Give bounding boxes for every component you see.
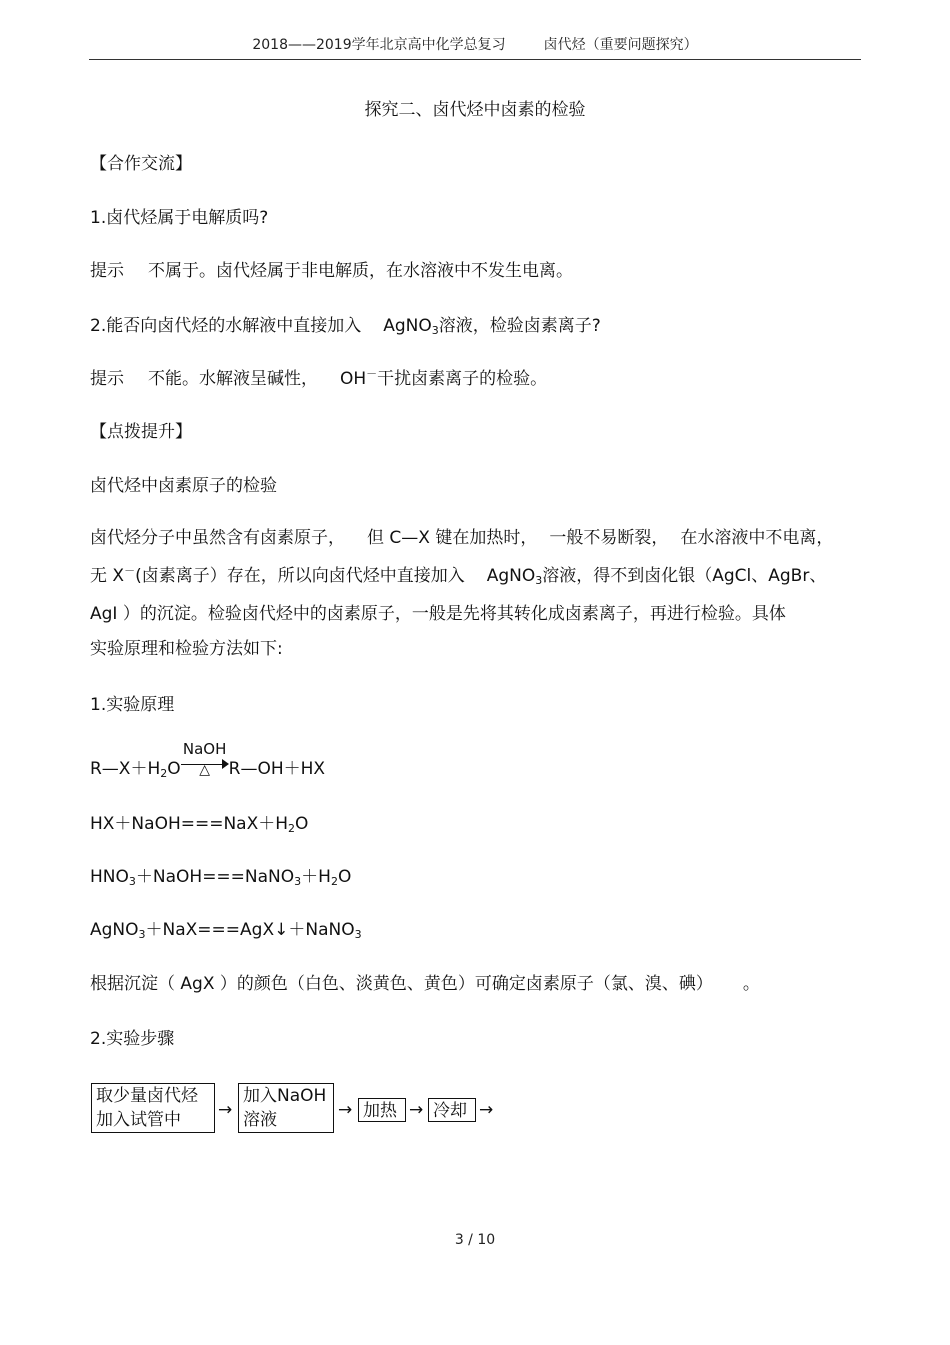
- equation-1: [90, 740, 326, 780]
- hint-label: 提示: [90, 261, 124, 281]
- step-box-cool: 冷却: [428, 1098, 476, 1122]
- color-determination: [90, 976, 760, 993]
- superscript: －: [366, 367, 378, 380]
- para-line-4: 实验原理和检验方法如下:: [90, 639, 283, 659]
- reaction-arrow: [181, 740, 229, 778]
- heading-tips: 【点拨提升】: [90, 422, 192, 442]
- flow-arrow: →: [479, 1100, 494, 1120]
- flow-arrow: →: [218, 1100, 233, 1120]
- principle-title: 1.实验原理: [90, 695, 175, 715]
- eq-seg: R—OH＋HX: [228, 759, 326, 779]
- agno3-formula: AgNO: [383, 316, 432, 336]
- step-box-heat: 加热: [358, 1098, 406, 1122]
- subscript: 2: [160, 767, 168, 780]
- para-line-1: [90, 530, 833, 547]
- eq-seg: O: [295, 814, 309, 834]
- subscript: 3: [128, 875, 136, 888]
- hint-label: 提示: [90, 369, 124, 389]
- para-seg: 在水溶液中不电离，: [680, 528, 834, 548]
- subscript: 2: [288, 822, 296, 835]
- step-box-line: 取少量卤代烃: [96, 1086, 198, 1106]
- eq-seg: R—X＋H: [90, 759, 161, 779]
- equation-3: [90, 869, 351, 886]
- header-topic: 卤代烃（重要问题探究）: [543, 37, 698, 53]
- step-box-sample: [91, 1083, 215, 1133]
- eq-seg: HX＋NaOH===NaX＋H: [90, 814, 289, 834]
- heading-cooperation: 【合作交流】: [90, 154, 192, 174]
- answer-1-text: 不属于。卤代烃属于非电解质，在水溶液中不发生电离。: [148, 261, 573, 281]
- subscript: 3: [431, 324, 439, 337]
- superscript: －: [124, 564, 136, 577]
- flow-arrow: →: [409, 1100, 424, 1120]
- step-box-naoh: [238, 1083, 334, 1133]
- para-seg: AgNO: [486, 566, 536, 586]
- para-seg: (卤素离子）存在，所以向卤代烃中直接加入: [135, 566, 465, 586]
- question-2: [90, 318, 601, 335]
- answer-2-post: 干扰卤素离子的检验。: [377, 369, 548, 389]
- answer-2: [90, 367, 548, 389]
- page-number: 3 / 10: [454, 1232, 496, 1248]
- subscript: 3: [138, 928, 146, 941]
- eq-seg: ＋H: [301, 867, 331, 887]
- para-line-3: AgI ）的沉淀。检验卤代烃中的卤素原子，一般是先将其转化成卤素离子，再进行检验。具体: [90, 604, 786, 624]
- subscript: 2: [330, 875, 338, 888]
- eq-seg: HNO: [90, 867, 129, 887]
- header-course: 2018——2019学年北京高中化学总复习: [252, 37, 506, 53]
- para-seg: 溶液，得不到卤化银（AgCl、AgBr、: [542, 566, 827, 586]
- step-box-line: 加入NaOH: [243, 1086, 327, 1106]
- para-seg: 一般不易断裂，: [549, 528, 669, 548]
- page-header: [0, 38, 950, 52]
- eq-seg: AgNO: [90, 920, 139, 940]
- equation-2: [90, 816, 308, 833]
- condition-heat: △: [199, 762, 211, 778]
- subscript: 3: [535, 574, 543, 587]
- para-line-2: [90, 564, 827, 587]
- eq-seg: ＋NaOH===NaNO: [135, 867, 295, 887]
- step-box-line: 溶液: [243, 1110, 277, 1130]
- condition-reagent: NaOH: [182, 740, 227, 758]
- eq-seg: O: [167, 759, 181, 779]
- para-seg: 但 C—X 键在加热时，: [367, 528, 538, 548]
- question-1: 1.卤代烃属于电解质吗?: [90, 208, 269, 228]
- eq-seg: O: [337, 867, 352, 887]
- question-2-pre: 2.能否向卤代烃的水解液中直接加入: [90, 316, 362, 336]
- subtitle: 卤代烃中卤素原子的检验: [90, 476, 277, 496]
- question-2-post: 溶液，检验卤素离子?: [438, 316, 601, 336]
- color-text: 根据沉淀（ AgX ）的颜色（白色、淡黄色、黄色）可确定卤素原子（氯、溴、碘）: [90, 974, 713, 994]
- eq-seg: ＋NaX===AgX↓＋NaNO: [145, 920, 355, 940]
- section-title: 探究二、卤代烃中卤素的检验: [364, 100, 586, 120]
- equation-4: [90, 922, 362, 939]
- para-seg: 无 X: [90, 566, 125, 586]
- period: 。: [742, 974, 760, 994]
- subscript: 3: [354, 928, 362, 941]
- answer-1: [90, 263, 573, 280]
- step-box-line: 加入试管中: [96, 1110, 181, 1130]
- subscript: 3: [294, 875, 302, 888]
- answer-2-pre: 不能。水解液呈碱性，: [148, 369, 318, 389]
- steps-title: 2.实验步骤: [90, 1029, 175, 1049]
- header-rule: [89, 59, 861, 60]
- flow-arrow: →: [338, 1100, 353, 1120]
- oh-formula: OH: [340, 369, 367, 389]
- para-seg: 卤代烃分子中虽然含有卤素原子，: [90, 528, 345, 548]
